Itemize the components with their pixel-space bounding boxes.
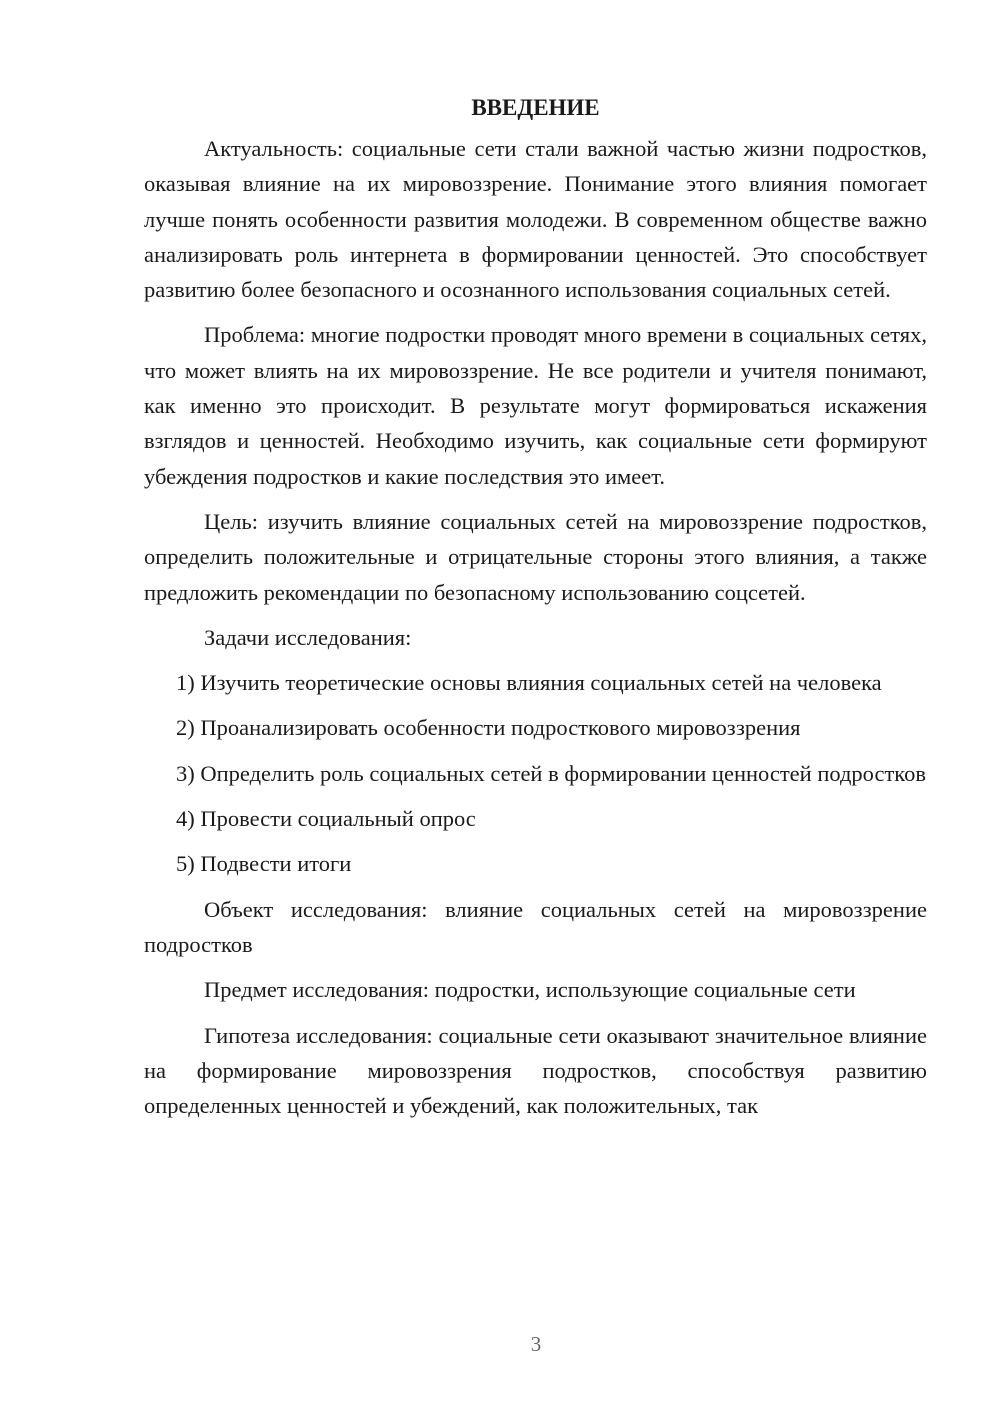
task-item-2: 2) Проанализировать особенности подросткового мировоззрения [176,715,801,741]
paragraph-problem: Проблема: многие подростки проводят много времени в социальных сетях, что может влиять на их мировоззрение. Не все родители и учителя понимают, как именно это происходит. В результате могут формироваться искажения взглядов и ценностей. Необходимо изучить, как социальные сети формируют убеждения подростков и какие последствия это имеет. [144,322,927,489]
task-item-4: 4) Провести социальный опрос [176,806,476,832]
page-title: ВВЕДЕНИЕ [471,95,600,120]
task-item-3: 3) Определить роль социальных сетей в формировании ценностей подростков [176,760,926,786]
task-item-1: 1) Изучить теоретические основы влияния социальных сетей на человека [176,670,882,696]
paragraph-hypothesis: Гипотеза исследования: социальные сети оказывают значительное влияние на формирование мировоззрения подростков, способствуя развитию определенных ценностей и убеждений, как положительных, так [144,1022,927,1119]
paragraph-subject: Предмет исследования: подростки, использующие социальные сети [204,977,856,1003]
document-page [144,90,927,1133]
task-item-5: 5) Подвести итоги [176,851,352,877]
tasks-heading: Задачи исследования: [204,624,412,650]
paragraph-object: Объект исследования: влияние социальных сетей на мировоззрение подростков [144,896,927,957]
paragraph-goal: Цель: изучить влияние социальных сетей на мировоззрение подростков, определить положительные и отрицательные стороны этого влияния, а также предложить рекомендации по безопасному использованию соцсетей. [144,508,927,605]
page-number: 3 [530,1332,542,1356]
paragraph-relevance: Актуальность: социальные сети стали важной частью жизни подростков, оказывая влияние на их мировоззрение. Понимание этого влияния помогает лучше понять особенности развития молодежи. В современном обществе важно анализировать роль интернета в формировании ценностей. Это способствует развитию более безопасного и осознанного использования социальных сетей. [144,136,927,303]
